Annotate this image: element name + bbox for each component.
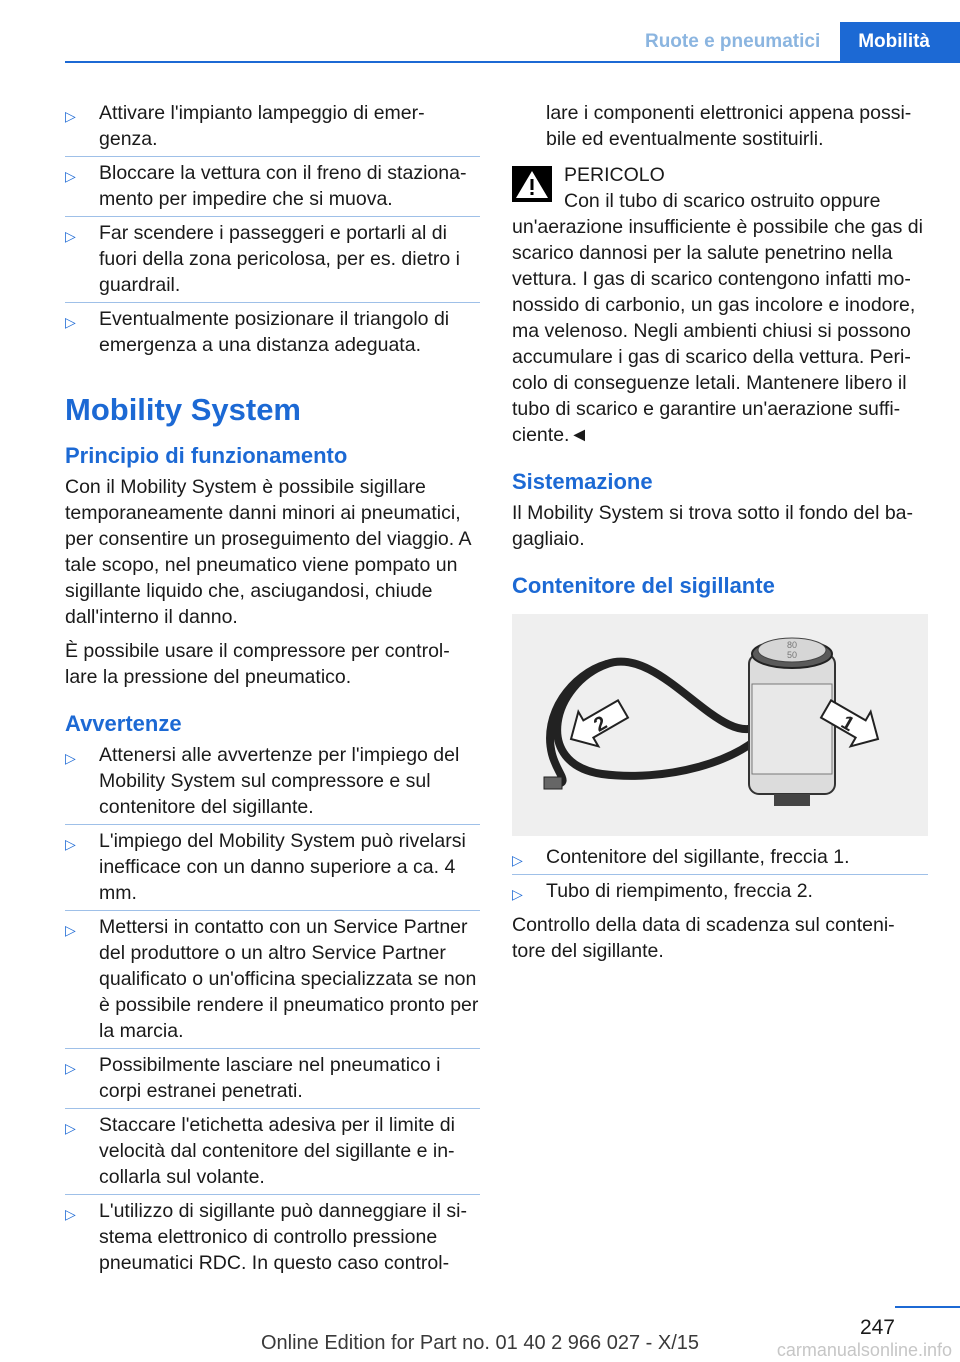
principle-paragraph-1: Con il Mobility System è possibile sigillare temporaneamente danni minori ai pneumatici, per consentire un proseguimento del viaggio. A tale scopo, nel pneumatico viene pompato un sigillante liquido che, asciugandosi, chiude dall'interno il danno.	[65, 476, 471, 628]
footer-rule	[895, 1306, 960, 1308]
cap-label-top: 80	[786, 640, 798, 650]
danger-first-line: Con il tubo di scarico ostruito oppure	[564, 190, 881, 212]
list-item: ▷ Bloccare la vettura con il freno di staziona-mento per impedire che si muova.	[65, 160, 480, 212]
header-tabs	[625, 22, 960, 62]
arrow-label-2: 2	[590, 711, 611, 737]
danger-warning	[512, 162, 928, 448]
bullet-triangle-icon: ▷	[512, 852, 523, 868]
bullet-triangle-icon: ▷	[65, 1060, 76, 1076]
tab-section[interactable]: Mobilità	[840, 22, 960, 62]
list-item: ▷ Attenersi alle avvertenze per l'impiego del Mobility System sul compressore e sul contenitore del sigillante.	[65, 742, 480, 820]
bullet-triangle-icon: ▷	[65, 168, 76, 184]
emergency-steps-list	[65, 100, 480, 358]
tab-chapter[interactable]: Ruote e pneumatici	[644, 31, 821, 52]
bullet-triangle-icon: ▷	[512, 886, 523, 902]
list-item: ▷ Tubo di riempimento, freccia 2.	[512, 878, 928, 904]
sealant-illustration	[512, 614, 928, 836]
bullet-triangle-icon: ▷	[65, 750, 76, 766]
list-item: ▷ Possibilmente lasciare nel pneumatico i corpi estranei penetrati.	[65, 1052, 480, 1104]
arrow-2	[561, 692, 633, 757]
watermark: carmanualsonline.info	[776, 1340, 952, 1360]
list-item: ▷ Eventualmente posizionare il triangolo di emergenza a una distanza adeguata.	[65, 308, 450, 356]
list-item: ▷ L'impiego del Mobility System può rivelarsi inefficace con un danno superiore a ca. 4 mm.	[65, 828, 480, 906]
bullet-triangle-icon: ▷	[65, 228, 76, 244]
danger-text: un'aerazione insufficiente è possibile che gas di scarico dannosi per la salute penetrino nella vettura. I gas di scarico contengono infatti mo-nossido di carbonio, un gas incolore e inodore, ma velenoso. Negli ambienti chiusi si possono accumulare i gas di scarico della vettura. Peri-colo di conseguenze letali. Mantenere libero il tubo di scarico e garantire un'aerazione suffi-ciente.◄	[512, 216, 923, 446]
cap-label-bottom: 50	[786, 650, 798, 660]
principle-paragraph-2: È possibile usare il compressore per control-lare la pressione del pneumatico.	[65, 640, 450, 688]
figure-legend-list	[512, 844, 928, 904]
bullet-triangle-icon: ▷	[65, 108, 76, 124]
list-item: ▷ Mettersi in contatto con un Service Partner del produttore o un altro Service Partner qualificato o un'officina specializzata se non è possibile rendere il pneumatico pronto per la marcia.	[65, 914, 480, 1044]
expiry-text: Controllo della data di scadenza sul conteni-tore del sigillante.	[512, 914, 895, 962]
edition-footer: Online Edition for Part no. 01 40 2 966 027 - X/15	[260, 1332, 700, 1354]
list-item: ▷ Staccare l'etichetta adesiva per il limite di velocità dal contenitore del sigillante e in-collarla sul volante.	[65, 1112, 480, 1190]
sealant-figure	[512, 614, 928, 836]
placement-text: Il Mobility System si trova sotto il fondo del ba-gagliaio.	[512, 502, 913, 550]
left-column	[65, 100, 480, 1284]
container-title: Contenitore del sigillante	[512, 573, 775, 598]
bullet-triangle-icon: ▷	[65, 1120, 76, 1136]
list-item: ▷ Attivare l'impianto lampeggio di emer-genza.	[65, 100, 480, 152]
danger-label: PERICOLO	[564, 164, 665, 186]
page-number: 247	[859, 1316, 895, 1339]
list-item: ▷ Far scendere i passeggeri e portarli al di fuori della zona pericolosa, per es. dietro i guardrail.	[65, 220, 480, 298]
placement-title: Sistemazione	[512, 469, 653, 494]
bullet-triangle-icon: ▷	[65, 922, 76, 938]
bullet-triangle-icon: ▷	[65, 314, 76, 330]
arrow-label-1: 1	[837, 711, 858, 737]
bullet-triangle-icon: ▷	[65, 836, 76, 852]
warnings-title: Avvertenze	[65, 711, 182, 736]
continuation-text: lare i componenti elettronici appena possi-bile ed eventualmente sostituirli.	[546, 102, 912, 150]
section-title: Mobility System	[65, 392, 301, 427]
header-rule	[65, 61, 960, 63]
bullet-triangle-icon: ▷	[65, 1206, 76, 1222]
right-column	[512, 100, 928, 972]
list-item: ▷ Contenitore del sigillante, freccia 1.	[512, 844, 928, 870]
warning-triangle-icon	[512, 166, 552, 202]
list-item: ▷ L'utilizzo di sigillante può danneggiare il si-stema elettronico di controllo pressione pneumatici RDC. In questo caso control-	[65, 1200, 467, 1274]
principle-title: Principio di funzionamento	[65, 443, 348, 468]
warnings-list	[65, 742, 480, 1276]
